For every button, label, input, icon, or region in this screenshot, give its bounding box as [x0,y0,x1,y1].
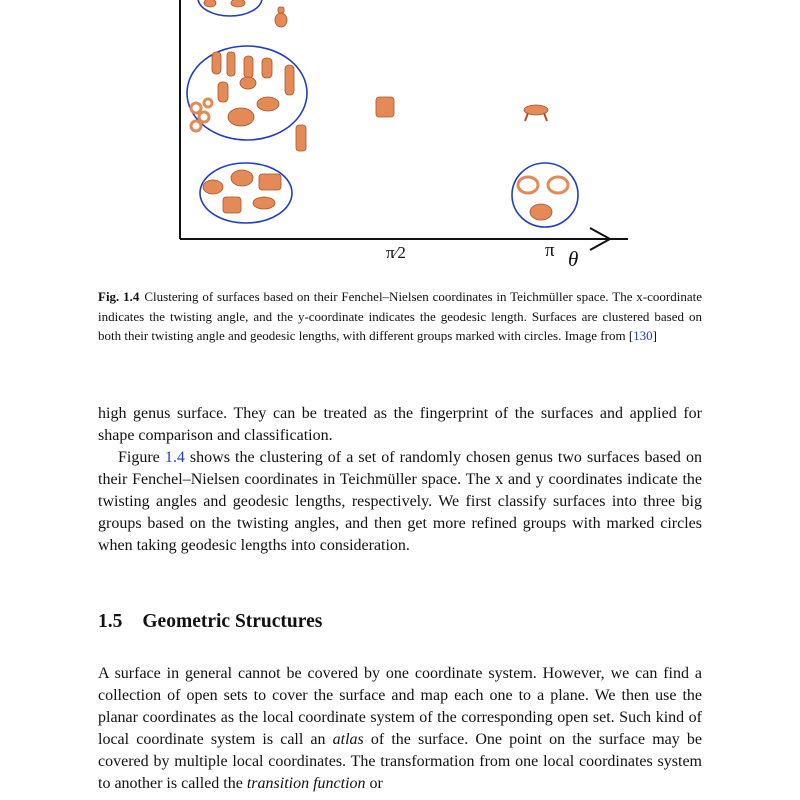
surface-object [203,180,223,194]
surface-object [525,113,528,121]
surface-object [218,82,228,102]
surface-object [231,0,245,7]
surface-object [278,7,284,13]
para3-text-1: A surface in general cannot be covered by one coordinate system. However, we can find a collection of open sets to cover the surface and map each one to a plane. We then use the planar coordinates as the local coordinate system of the corresponding open set. Such kind of local coordinate system is call an [98,665,702,748]
figure-caption-text: Clustering of surfaces based on their Fenchel–Nielsen coordinates in Teichmüller space. The x-coordinate indicates the twisting angle, and the y-coordinate indicates the geodesic length. Surfaces are clustered based on both their twisting angle and geodesic lengths, with different groups marked with circles. Image from [ [98,289,702,343]
surface-object [244,56,253,78]
surface-object [275,13,287,27]
surface-object [227,52,235,76]
figure-caption-label: Fig. 1.4 [98,289,140,304]
section-title: Geometric Structures [142,611,323,632]
term-atlas: atlas [332,731,364,748]
section-heading [98,611,322,633]
surface-object [223,197,241,213]
surface-object [204,0,216,7]
para2-text-rest: shows the clustering of a set of randomly chosen genus two surfaces based on their Fenchel–Nielsen coordinates in Teichmüller space. The x and y coordinates indicate the twisting angles and geodesic lengths, respectively. We first classify surfaces into three big groups based on the twisting angles, and then get more refined groups with marked circles when taking geodesic lengths into consideration. [98,449,702,554]
para3-text-3: or [365,775,383,792]
surface-objects [191,0,568,220]
surface-object [191,121,201,131]
surface-object [548,177,568,193]
surface-object [518,177,538,193]
x-tick-label-pi: π [545,240,555,261]
body-paragraph-3 [98,663,702,795]
surface-object [253,197,275,209]
surface-object [259,174,281,190]
surface-object [285,65,294,95]
surface-object [544,113,547,121]
surface-object [240,77,256,89]
section-number: 1.5 [98,611,123,632]
body-paragraph-1: high genus surface. They can be treated as the fingerprint of the surfaces and applied for shape comparison and classification. [98,405,702,444]
body-paragraph-2 [98,447,702,557]
figure-caption [98,287,702,346]
surface-object [228,108,254,126]
para2-text-start: Figure [118,449,165,466]
surface-object [191,103,201,113]
surface-object [296,125,306,151]
figure-ref-link[interactable]: 1.4 [164,449,185,466]
citation-link-130[interactable]: 130 [633,328,653,343]
surface-object [530,204,552,220]
surface-object [376,97,394,117]
surface-object [199,112,209,122]
term-transition-function: transition function [246,775,366,792]
surface-object [212,52,221,74]
figure-caption-text-end: ] [652,328,657,343]
x-tick-label-pi-over-2: π⁄2 [386,243,406,262]
x-axis-symbol-theta: θ [568,247,579,271]
surface-object [262,58,272,78]
surface-object [204,99,212,107]
figure-clustering-plot [0,0,800,280]
para3-text-2: of the surface. One point on the surface may be covered by multiple local coordinates. The transformation from one local coordinates system to another is called the [98,731,702,792]
surface-object [231,170,253,186]
surface-object [257,97,279,111]
